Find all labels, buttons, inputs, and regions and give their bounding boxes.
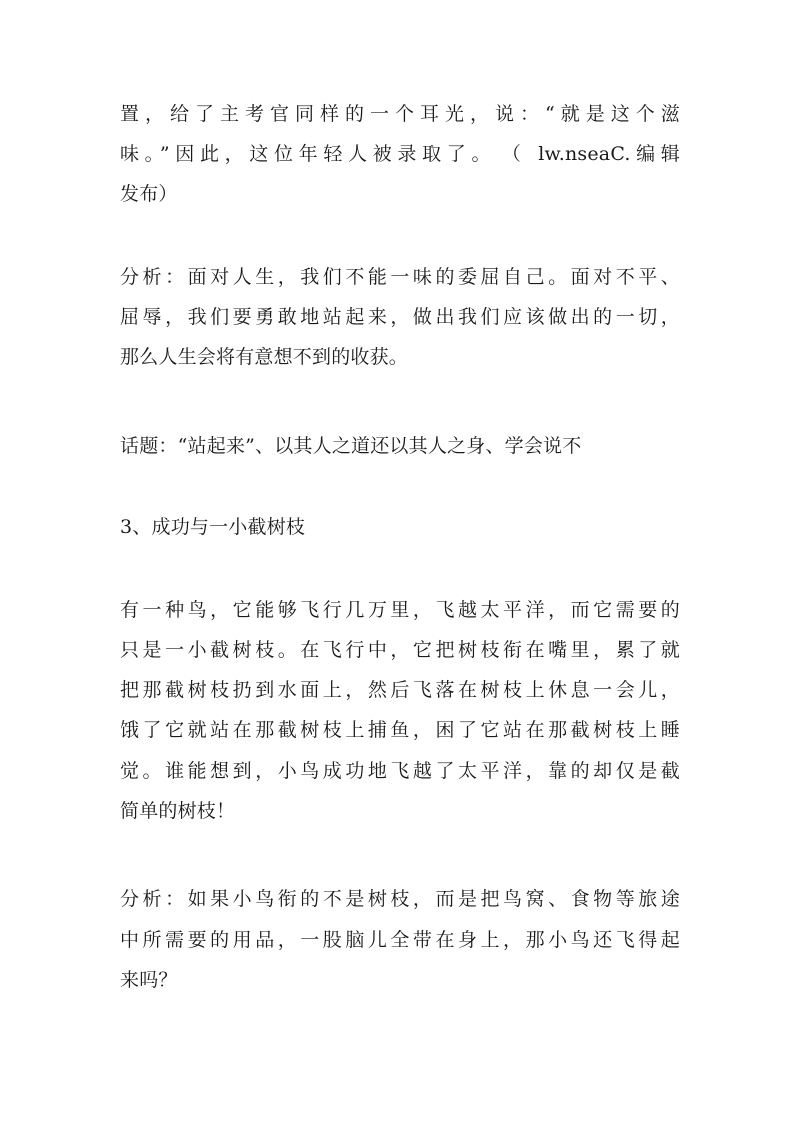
paragraph-3-line-1: 话题：“站起来”、以其人之道还以其人之身、学会说不	[120, 435, 582, 457]
section-heading: 3、成功与一小截树枝	[120, 516, 306, 538]
paragraph-4-line-1: 有一种鸟，它能够飞行几万里，飞越太平洋，而它需要的	[120, 599, 680, 621]
paragraph-4-line-5: 觉。谁能想到，小鸟成功地飞越了太平洋，靠的却仅是截	[120, 760, 680, 782]
paragraph-1-line-1: 置，给了主考官同样的一个耳光，说：“就是这个滋	[120, 103, 680, 125]
paragraph-2-line-3: 那么人生会将有意想不到的收获。	[120, 346, 409, 368]
paragraph-5-line-1: 分析：如果小鸟衔的不是树枝，而是把鸟窝、食物等旅途	[120, 888, 680, 910]
paragraph-4-line-3: 把那截树枝扔到水面上，然后飞落在树枝上休息一会儿，	[120, 679, 680, 701]
paragraph-1-line-3: 发布）	[120, 183, 178, 205]
paragraph-4-line-2: 只是一小截树枝。在飞行中，它把树枝衔在嘴里，累了就	[120, 639, 680, 661]
paragraph-4-line-6: 简单的树枝！	[120, 800, 236, 822]
paragraph-2-line-2: 屈辱，我们要勇敢地站起来，做出我们应该做出的一切，	[120, 306, 680, 328]
paragraph-1-line-2: 味。”因此，这位年轻人被录取了。 （ lw.nseaC.编辑	[120, 143, 680, 165]
paragraph-2-line-1: 分析：面对人生，我们不能一味的委屈自己。面对不平、	[120, 266, 680, 288]
paragraph-5-line-3: 来吗？	[120, 969, 178, 991]
paragraph-5-line-2: 中所需要的用品，一股脑儿全带在身上，那小鸟还飞得起	[120, 929, 680, 951]
paragraph-4-line-4: 饿了它就站在那截树枝上捕鱼，困了它站在那截树枝上睡	[120, 719, 680, 741]
